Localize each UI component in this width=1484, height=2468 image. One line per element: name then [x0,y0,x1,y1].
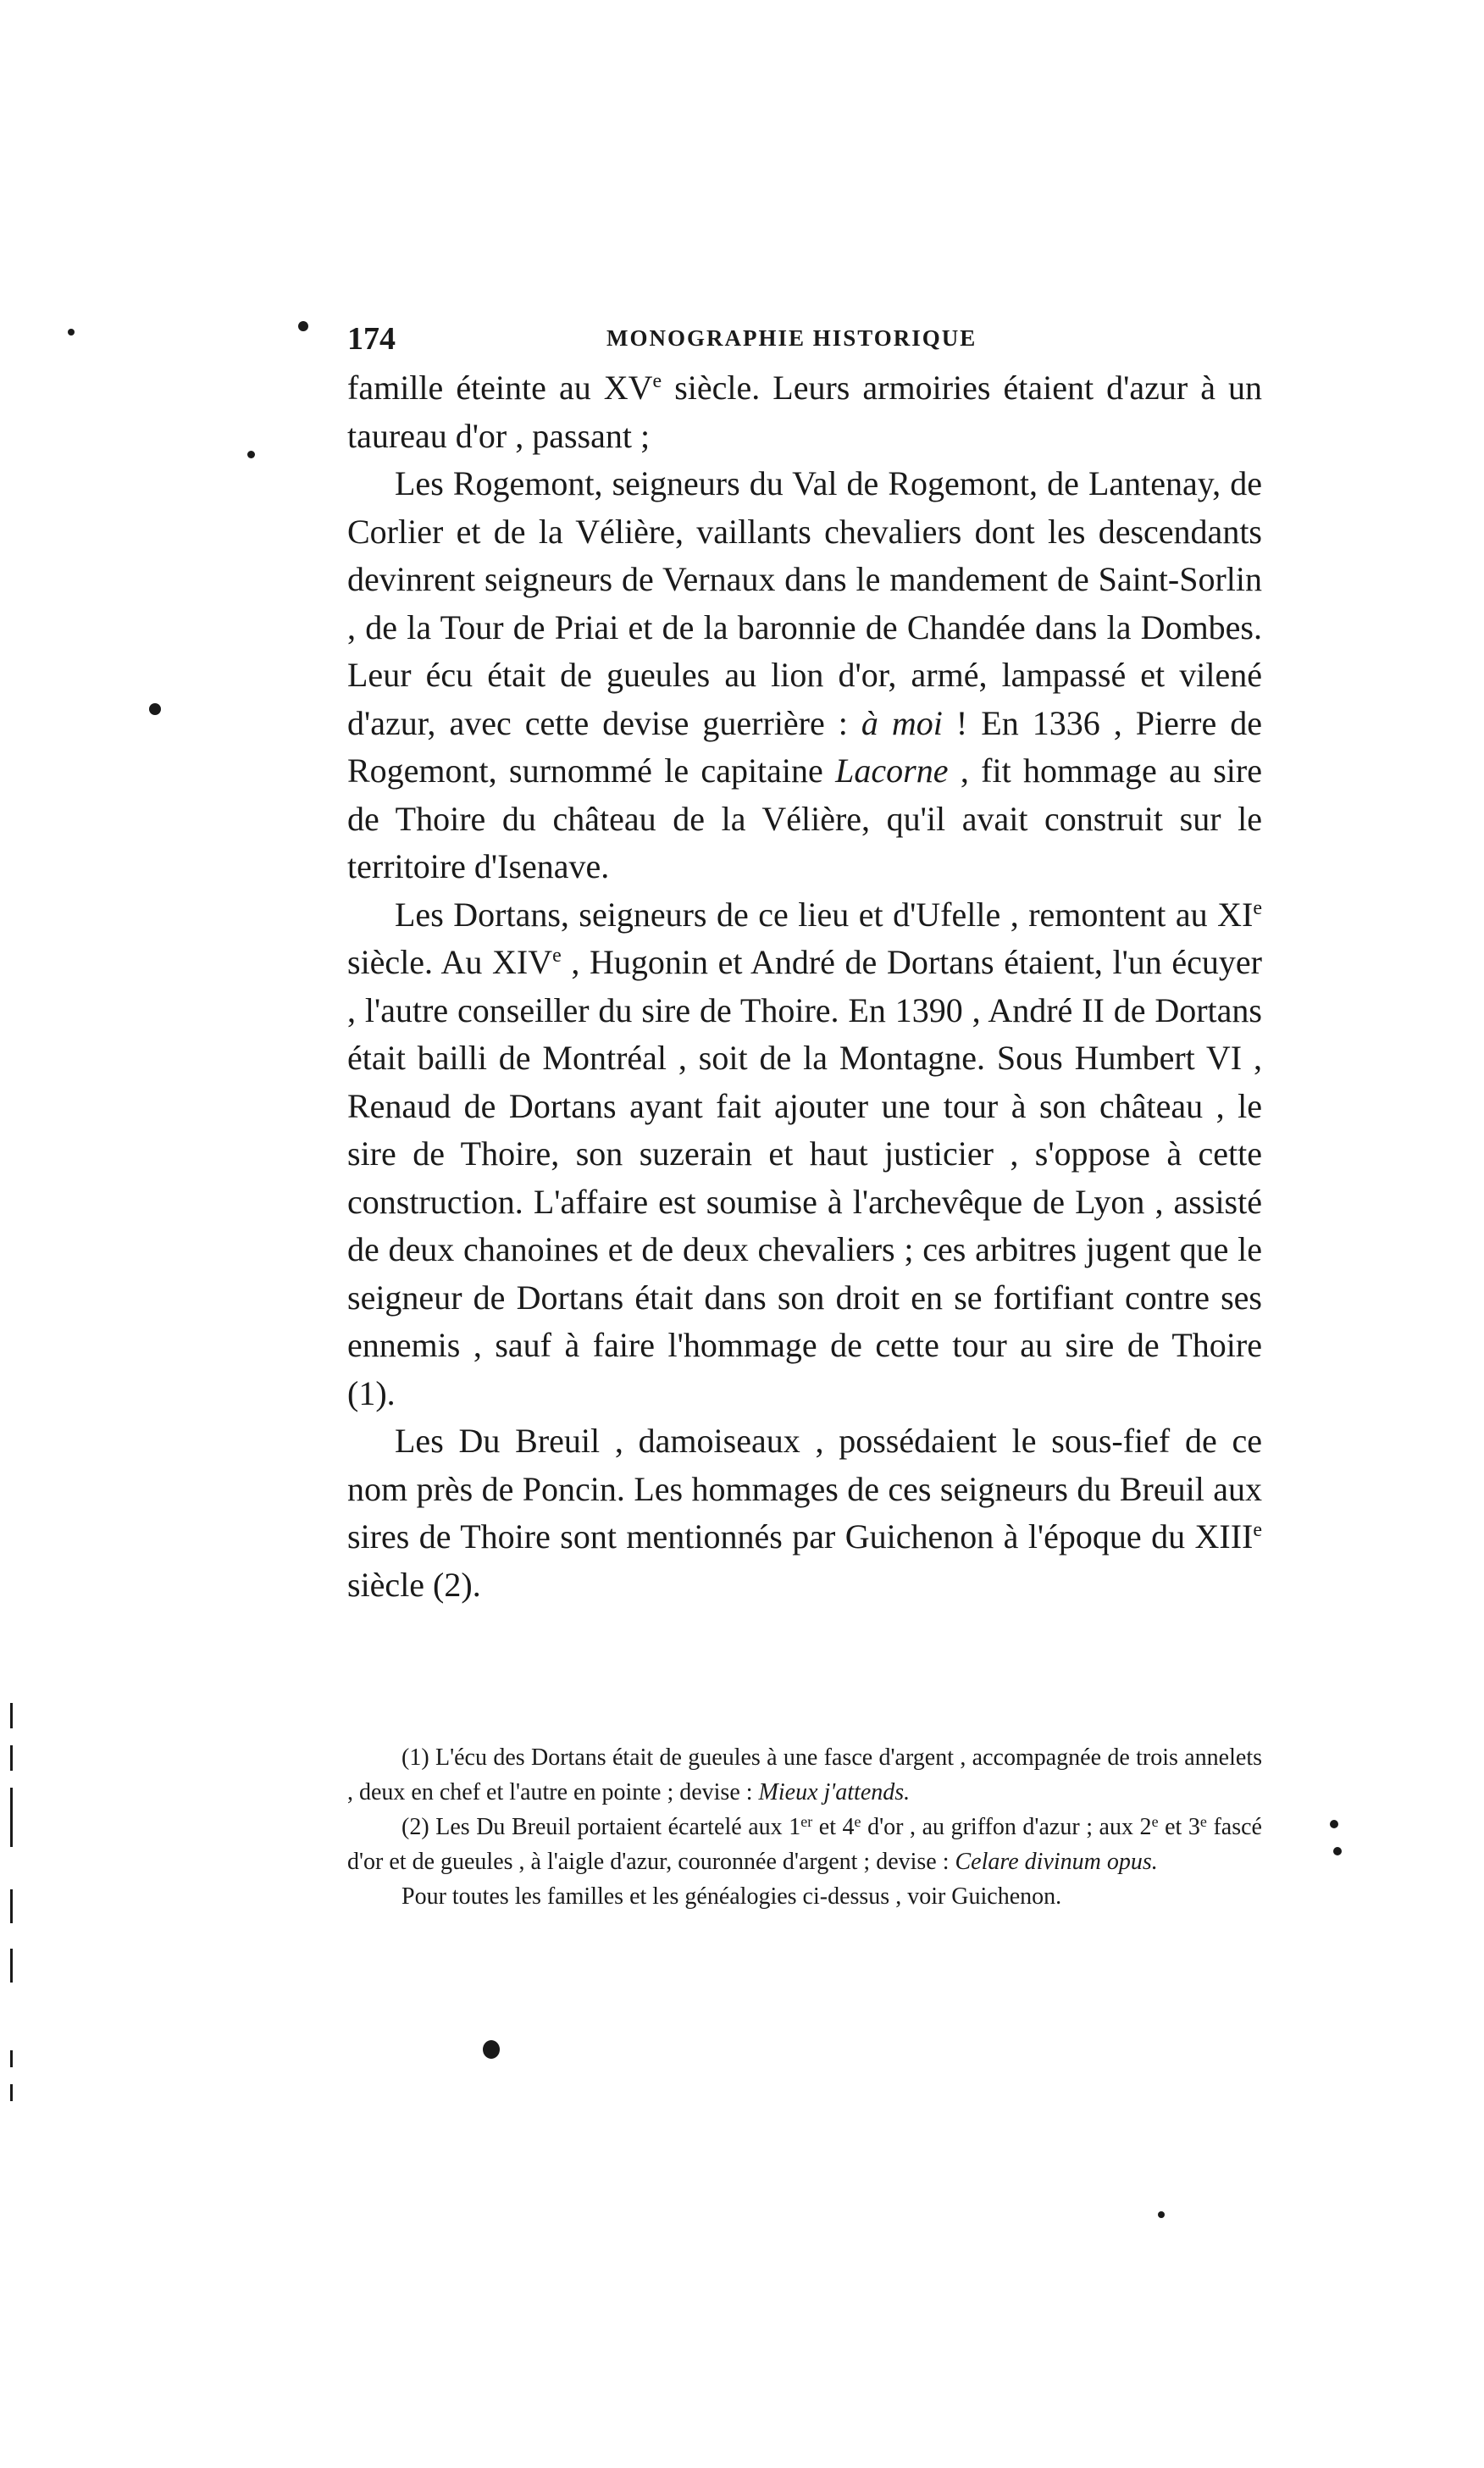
text-run: Les Dortans, seigneurs de ce lieu et d'Ufelle , remontent au XI [395,895,1254,934]
superscript: e [652,370,662,392]
text-run: d'or , au griffon d'azur ; aux 2 [861,1814,1152,1840]
text-run: siècle. Leurs armoiries étaient d'azur à un taureau d'or , passant ; [347,369,1262,455]
ink-speck [298,321,308,331]
superscript: e [1253,896,1262,919]
italic-run: Celare divinum opus. [955,1849,1158,1875]
text-run: famille éteinte au XV [347,369,653,407]
running-head: MONOGRAPHIE HISTORIQUE [606,325,977,351]
footnotes [347,1740,1262,1914]
superscript: e [552,945,562,967]
text-run: Les Rogemont, seigneurs du Val de Rogemont, de Lantenay, de Corlier et de la Vélière, vaillants chevaliers dont les descendants devinrent seigneurs de Vernaux dans le mandement de Saint-Sorlin , de la Tour de Priai et de la baronnie de Chandée dans la Dombes. Leur écu était de gueules au lion d'or, armé, lampassé et vilené d'azur, avec cette devise guerrière : [347,464,1262,742]
ink-speck [149,703,161,715]
scan-edge-mark [10,2050,13,2067]
scan-edge-mark [10,2084,13,2101]
scan-edge-mark [10,1949,13,1983]
ink-speck [68,329,75,336]
scan-edge-mark [10,1703,13,1728]
page-number: 174 [347,321,396,357]
text-run: ! En 1336 , Pierre de Rogemont, surnommé le capitaine [347,703,1263,790]
text-run: siècle (2). [347,1565,481,1604]
text-run: , Hugonin et André de Dortans étaient, l'un écuyer , l'autre conseiller du sire de Thoire. En 1390 , André II de Dortans était bailli de Montréal , soit de la Montagne. Sous Humbert VI , Renaud de Dortans ayant fait ajouter une tour à son château , le sire de Thoire, son suzerain et haut justicier , s'oppose à cette construction. L'affaire est soumise à l'archevêque de Lyon , assisté de deux chanoines et de deux chevaliers ; ces arbitres jugent que le seigneur de Dortans était dans son droit en se fortifiant contre ses ennemis , sauf à faire l'hommage de cette tour au sire de Thoire (1). [347,943,1262,1412]
paragraph-1 [347,364,1262,460]
ink-speck [483,2040,500,2059]
italic-run: à moi [861,703,943,742]
footnote-2 [347,1810,1262,1879]
italic-run: Mieux j'attends. [758,1779,911,1805]
text-run: (2) Les Du Breuil portaient écartelé aux 1 [401,1814,801,1840]
superscript: e [854,1813,861,1830]
text-run: (1) L'écu des Dortans était de gueules à une fasce d'argent , accompagnée de trois annelets , deux en chef et l'autre en pointe ; devise : [347,1744,1262,1805]
ink-speck [1330,1820,1338,1828]
text-run: Les Du Breuil , damoiseaux , possédaient le sous-fief de ce nom près de Poncin. Les hommages de ces seigneurs du Breuil aux sires de Thoire sont mentionnés par Guichenon à l'époque du XIII [347,1422,1262,1556]
text-run: fascé d'or et de gueules , à l'aigle d'azur, couronnée d'argent ; devise : [347,1814,1262,1875]
text-run: , fit hommage au sire de Thoire du château de la Vélière, qu'il avait construit sur le territoire d'Isenave. [347,751,1262,885]
superscript: er [800,1813,813,1830]
text-run: et 3 [1158,1814,1200,1840]
superscript: e [1253,1519,1262,1541]
scan-edge-mark [10,1889,13,1923]
paragraph-du-breuil [347,1417,1262,1609]
footnote-1 [347,1740,1262,1810]
ink-speck [1158,2211,1165,2218]
scan-edge-mark [10,1788,13,1847]
superscript: e [1151,1813,1159,1830]
footnote-3 [347,1879,1262,1914]
page-header [347,320,1279,363]
text-run: siècle. Au XIV [347,943,553,981]
ink-speck [247,451,255,458]
italic-run: Lacorne [835,751,949,790]
paragraph-rogemont [347,460,1262,891]
text-run: Pour toutes les familles et les généalogies ci-dessus , voir Guichenon. [401,1883,1062,1910]
superscript: e [1199,1813,1207,1830]
text-run: et 4 [812,1814,855,1840]
ink-speck [1333,1847,1342,1855]
paragraph-dortans [347,891,1262,1418]
main-text [347,364,1262,1609]
scan-edge-mark [10,1745,13,1771]
